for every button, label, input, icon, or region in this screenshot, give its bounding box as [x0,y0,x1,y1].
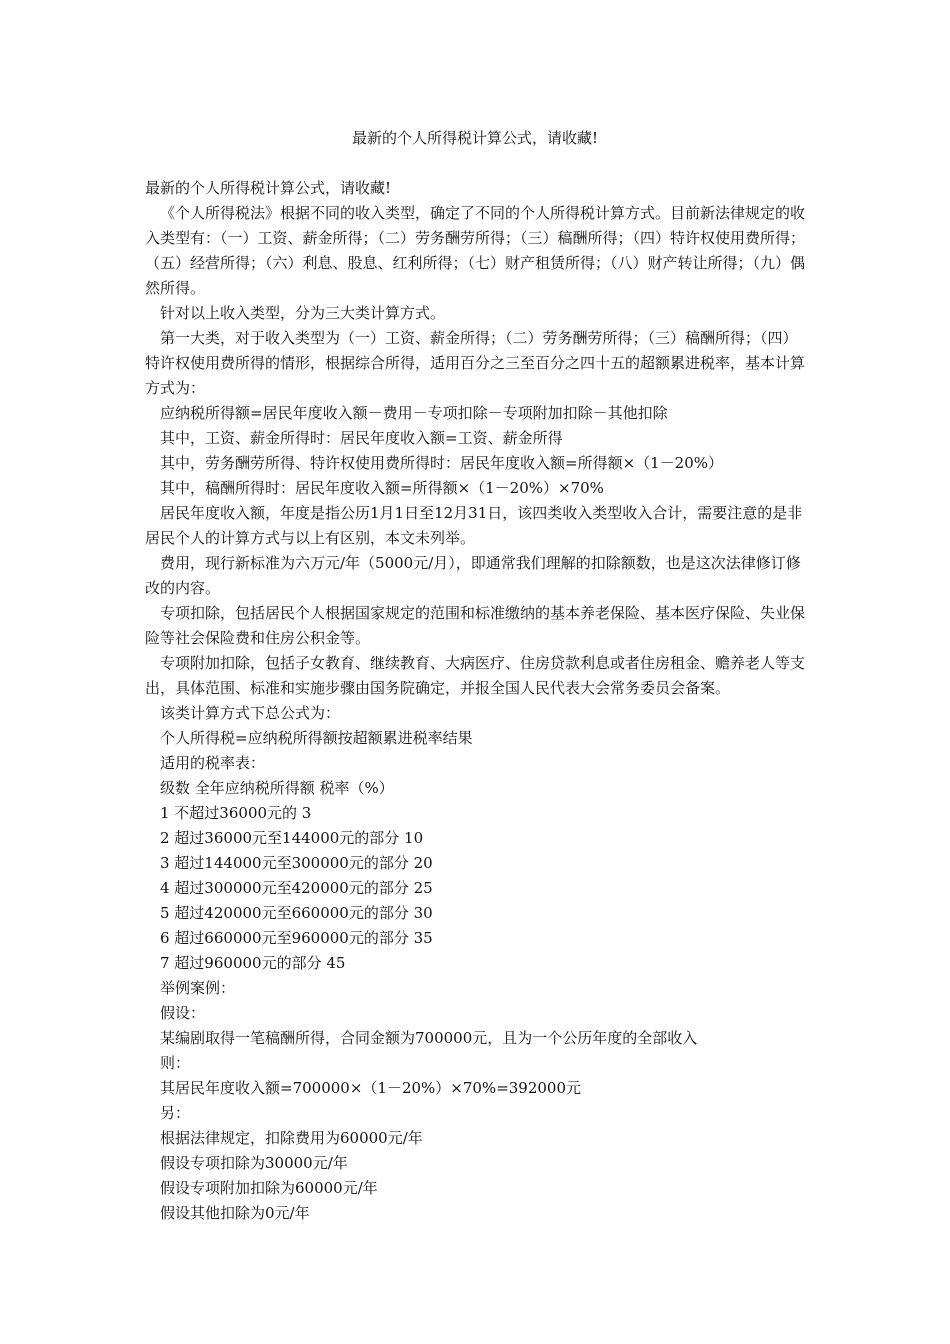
document-body [145,176,807,1226]
paragraph-intro: 《个人所得税法》根据不同的收入类型，确定了不同的个人所得税计算方式。目前新法律规定的收入类型有：（一）工资、薪金所得；（二）劳务酬劳所得；（三）稿酬所得；（四）特许权使用费所得；（五）经营所得；（六）利息、股息、红利所得；（七）财产租赁所得；（八）财产转让所得；（九）偶然所得。 [145,204,806,297]
formula-taxable-income: 应纳税所得额=居民年度收入额－费用－专项扣除－专项附加扣除－其他扣除 [160,404,668,422]
rate-table-row: 2 超过36000元至144000元的部分 10 [160,829,424,847]
rate-table-header: 级数 全年应纳税所得额 税率（%） [160,779,394,797]
formula-example-income: 其居民年度收入额=700000×（1－20%）×70%=392000元 [160,1079,582,1097]
rate-table-row: 1 不超过36000元的 3 [160,804,312,822]
paragraph-first-category: 第一大类，对于收入类型为（一）工资、薪金所得；（二）劳务酬劳所得；（三）稿酬所得；（四）特许权使用费所得的情形，根据综合所得，适用百分之三至百分之四十五的超额累进税率，基本计算方式为： [145,329,806,397]
formula-salary: 其中，工资、薪金所得时：居民年度收入额=工资、薪金所得 [160,429,563,447]
paragraph-heading: 最新的个人所得税计算公式，请收藏! [145,179,392,197]
paragraph-assumption: 假设： [160,1004,206,1022]
paragraph-example-other: 假设其他扣除为0元/年 [160,1204,310,1222]
rate-table-row: 5 超过420000元至660000元的部分 30 [160,904,433,922]
paragraph-expenses: 费用，现行新标准为六万元/年（5000元/月），即通常我们理解的扣除额数，也是这次法律修订修改的内容。 [145,554,801,597]
paragraph-example-case: 某编剧取得一笔稿酬所得，合同金额为700000元，且为一个公历年度的全部收入 [160,1029,698,1047]
formula-royalty: 其中，稿酬所得时：居民年度收入额=所得额×（1－20%）×70% [160,479,604,497]
paragraph-annual-income: 居民年度收入额，年度是指公历1月1日至12月31日，该四类收入类型收入合计，需要注意的是非居民个人的计算方式与以上有区别，本文未列举。 [145,504,803,547]
paragraph-categories: 针对以上收入类型，分为三大类计算方式。 [160,304,446,322]
paragraph-then: 则： [160,1054,191,1072]
paragraph-general-formula-intro: 该类计算方式下总公式为： [160,704,341,722]
rate-table-row: 7 超过960000元的部分 45 [160,954,346,972]
paragraph-rate-table-intro: 适用的税率表： [160,754,266,772]
formula-labor: 其中，劳务酬劳所得、特许权使用费所得时：居民年度收入额=所得额×（1－20%） [160,454,724,472]
paragraph-example-expense: 根据法律规定，扣除费用为60000元/年 [160,1129,423,1147]
rate-table-row: 4 超过300000元至420000元的部分 25 [160,879,433,897]
formula-income-tax: 个人所得税=应纳税所得额按超额累进税率结果 [160,729,473,747]
document-title: 最新的个人所得税计算公式，请收藏! [351,129,599,147]
paragraph-additional-deduction: 专项附加扣除，包括子女教育、继续教育、大病医疗、住房贷款利息或者住房租金、赡养老人等支出，具体范围、标准和实施步骤由国务院确定，并报全国人民代表大会常务委员会备案。 [145,654,806,697]
paragraph-special-deduction: 专项扣除，包括居民个人根据国家规定的范围和标准缴纳的基本养老保险、基本医疗保险、失业保险等社会保险费和住房公积金等。 [145,604,806,647]
paragraph-additionally: 另： [160,1104,191,1122]
paragraph-example-additional: 假设专项附加扣除为60000元/年 [160,1179,378,1197]
paragraph-example-special: 假设专项扣除为30000元/年 [160,1154,348,1172]
rate-table-row: 3 超过144000元至300000元的部分 20 [160,854,433,872]
paragraph-example-heading: 举例案例： [160,979,236,997]
rate-table-row: 6 超过660000元至960000元的部分 35 [160,929,433,947]
